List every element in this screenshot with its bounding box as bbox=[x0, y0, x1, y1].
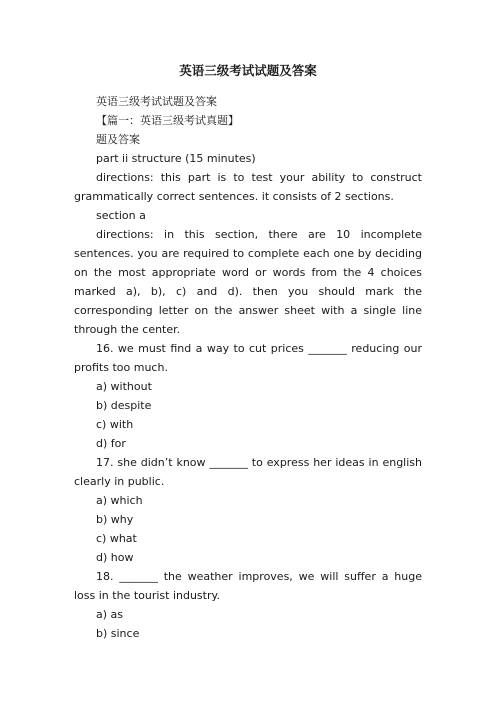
question-16-option-b: b) despite bbox=[96, 399, 152, 412]
paragraph-section-a: section a bbox=[96, 209, 146, 222]
paragraph-section-directions: directions: in this section, there are 10 incomplete sentences. you are required to complete each one by deciding on the most appropriate word or words from the 4 choices marked a), b), c) and d). then you should mark the corresponding letter on the answer sheet with a single line through the center. bbox=[74, 228, 422, 336]
question-18-option-a: a) as bbox=[96, 608, 124, 621]
question-17-option-c: c) what bbox=[96, 532, 137, 545]
paragraph-section-heading: 【篇一：英语三级考试真题】 bbox=[96, 114, 239, 127]
paragraph-directions: directions: this part is to test your ability to construct grammatically correct sentences. it consists of 2 sections. bbox=[74, 171, 422, 203]
paragraph-subtitle: 英语三级考试试题及答案 bbox=[96, 95, 217, 108]
question-18-option-b: b) since bbox=[96, 627, 140, 640]
question-16-option-a: a) without bbox=[96, 380, 152, 393]
question-16: 16. we must find a way to cut prices _______ reducing our profits too much. bbox=[74, 342, 422, 374]
question-17: 17. she didn’t know _______ to express her ideas in english clearly in public. bbox=[74, 456, 422, 488]
question-16-option-c: c) with bbox=[96, 418, 134, 431]
paragraph-part-heading: part ii structure (15 minutes) bbox=[96, 152, 256, 165]
document-body bbox=[74, 92, 422, 643]
paragraph-answers-label: 题及答案 bbox=[96, 133, 140, 146]
document-title: 英语三级考试试题及答案 bbox=[179, 63, 317, 78]
question-17-option-d: d) how bbox=[96, 551, 134, 564]
question-18: 18. _______ the weather improves, we will suffer a huge loss in the tourist industry. bbox=[74, 570, 422, 602]
question-17-option-b: b) why bbox=[96, 513, 134, 526]
question-17-option-a: a) which bbox=[96, 494, 143, 507]
question-16-option-d: d) for bbox=[96, 437, 126, 450]
